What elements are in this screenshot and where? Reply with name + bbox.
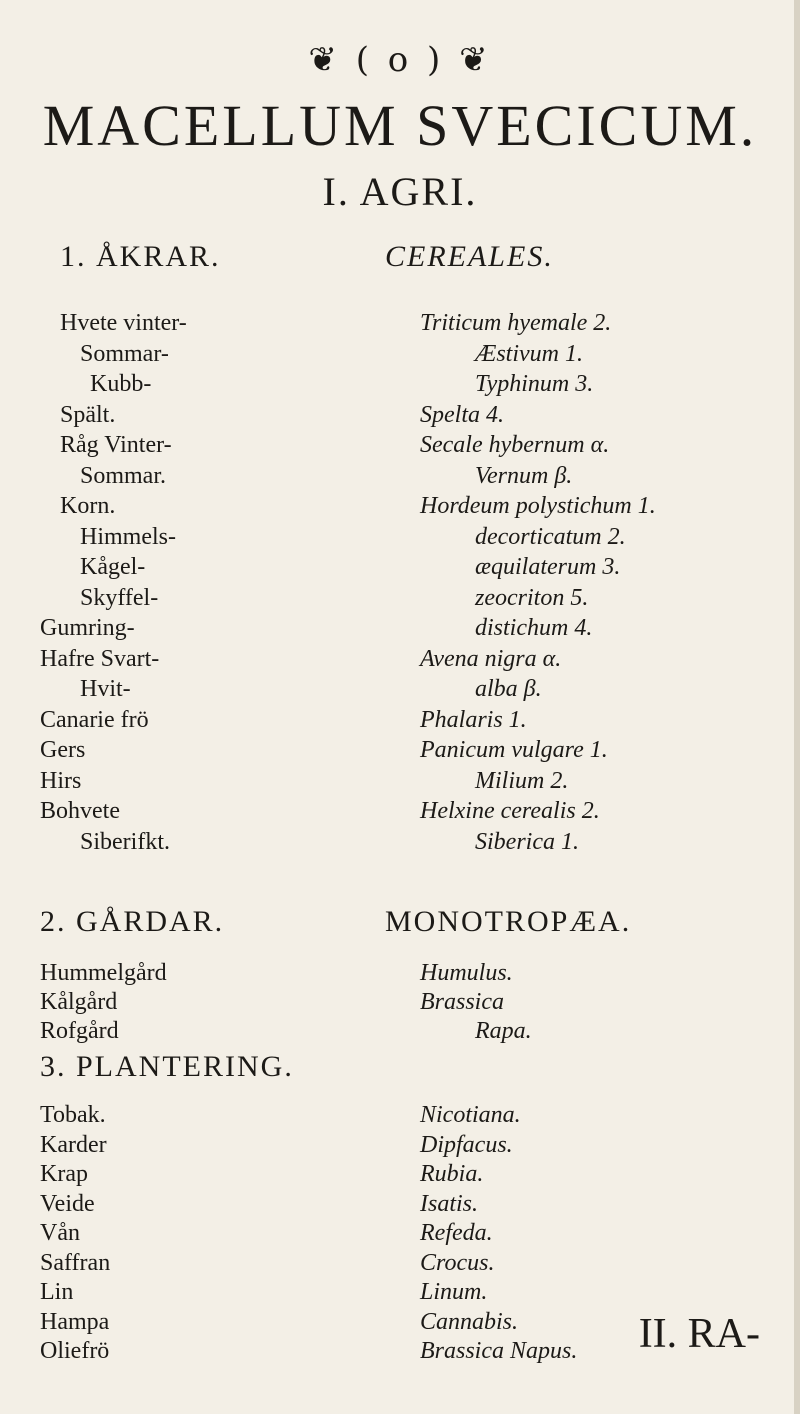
- section-2-heading-la: MONOTROPÆA.: [385, 905, 632, 938]
- entry-latin: Phalaris 1.: [420, 706, 527, 733]
- section-2-heading-sv: 2. GÅRDAR.: [40, 905, 225, 938]
- entry-swedish: Hvit-: [80, 676, 131, 702]
- entry-latin: Rubia.: [420, 1161, 484, 1187]
- entry-latin: Hordeum polystichum 1.: [420, 493, 656, 519]
- entry-swedish: Saffran: [40, 1249, 111, 1276]
- entry-latin: Siberica 1.: [475, 828, 579, 855]
- entry-latin: Brassica: [420, 989, 504, 1015]
- entry-swedish: Hampa: [40, 1308, 110, 1335]
- entry-latin: Dipfacus.: [420, 1131, 513, 1158]
- entry-latin: alba β.: [475, 676, 542, 702]
- page-title: MACELLUM SVECICUM.: [42, 93, 758, 158]
- entry-latin: Helxine cerealis 2.: [420, 798, 600, 824]
- entry-swedish: Hvete vinter-: [60, 310, 187, 336]
- entry-swedish: Råg Vinter-: [60, 432, 172, 458]
- entry-latin: Æstivum 1.: [475, 340, 583, 367]
- entry-latin: decorticatum 2.: [475, 523, 626, 550]
- entry-latin: æquilaterum 3.: [475, 554, 621, 580]
- section-1-heading-la: CEREALES.: [385, 240, 554, 273]
- entry-latin: Crocus.: [420, 1249, 495, 1276]
- entry-latin: Rapa.: [475, 1018, 532, 1044]
- floral-ornament-left-icon: ❦: [308, 40, 341, 80]
- entry-latin: Nicotiana.: [420, 1102, 521, 1128]
- entry-swedish: Canarie frö: [40, 706, 149, 733]
- entry-swedish: Siberifkt.: [80, 828, 170, 855]
- entry-latin: zeocriton 5.: [475, 584, 589, 611]
- entry-swedish: Gumring-: [40, 615, 135, 641]
- entry-latin: Panicum vulgare 1.: [420, 737, 608, 763]
- entry-latin: Triticum hyemale 2.: [420, 310, 612, 336]
- entry-swedish: Skyffel-: [80, 584, 159, 611]
- entry-swedish: Hirs: [40, 767, 82, 794]
- page-subtitle: I. AGRI.: [322, 169, 478, 214]
- entry-swedish: Kålgård: [40, 989, 118, 1015]
- entry-swedish: Hummelgård: [40, 960, 167, 986]
- entry-swedish: Lin: [40, 1279, 74, 1305]
- entry-swedish: Vån: [40, 1220, 80, 1246]
- entry-swedish: Oliefrö: [40, 1338, 110, 1364]
- entry-swedish: Tobak.: [40, 1102, 106, 1128]
- floral-ornament-right-icon: ❦: [459, 40, 492, 80]
- entry-latin: Cannabis.: [420, 1308, 519, 1335]
- entry-swedish: Bohvete: [40, 798, 120, 824]
- entry-swedish: Spält.: [60, 401, 116, 428]
- entry-latin: Refeda.: [420, 1220, 493, 1246]
- entry-latin: distichum 4.: [475, 615, 593, 641]
- header-ornament: [0, 40, 800, 80]
- catchword: II. RA-: [638, 1311, 760, 1357]
- entry-latin: Secale hybernum α.: [420, 432, 610, 458]
- entry-latin: Linum.: [420, 1279, 488, 1305]
- entry-latin: Typhinum 3.: [475, 371, 594, 397]
- entry-swedish: Korn.: [60, 493, 116, 519]
- entry-swedish: Kågel-: [80, 554, 146, 580]
- entry-swedish: Sommar.: [80, 462, 167, 489]
- entry-latin: Avena nigra α.: [420, 645, 562, 672]
- entry-swedish: Veide: [40, 1190, 95, 1217]
- section-3-heading-sv: 3. PLANTERING.: [40, 1050, 294, 1083]
- section-1-heading-sv: 1. ÅKRAR.: [60, 240, 221, 273]
- entry-latin: Milium 2.: [475, 767, 569, 794]
- entry-swedish: Rofgård: [40, 1018, 119, 1044]
- entry-latin: Brassica Napus.: [420, 1338, 578, 1364]
- entry-swedish: Himmels-: [80, 523, 176, 550]
- entry-swedish: Gers: [40, 737, 86, 763]
- entry-latin: Spelta 4.: [420, 401, 504, 428]
- entry-swedish: Sommar-: [80, 340, 169, 367]
- ornament-text: ( o ): [355, 40, 445, 80]
- entry-latin: Humulus.: [420, 960, 513, 986]
- entry-swedish: Kubb-: [90, 371, 152, 397]
- entry-swedish: Hafre Svart-: [40, 645, 160, 672]
- entry-latin: Vernum β.: [475, 462, 573, 489]
- entry-swedish: Krap: [40, 1161, 88, 1187]
- entry-latin: Isatis.: [420, 1190, 479, 1217]
- entry-swedish: Karder: [40, 1131, 107, 1158]
